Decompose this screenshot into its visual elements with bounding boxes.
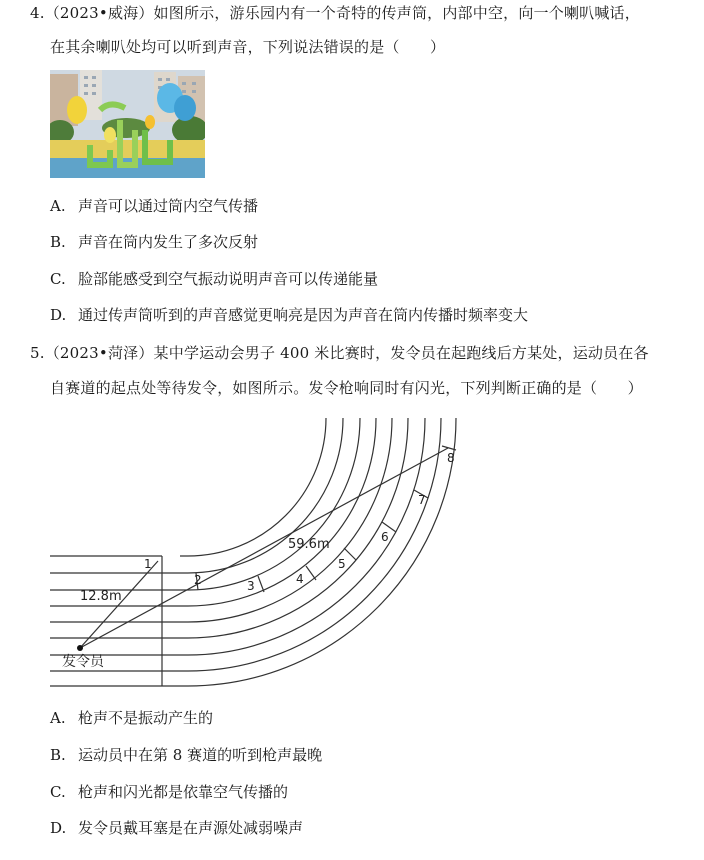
q5-option-c: C. 枪声和闪光都是依靠空气传播的 — [50, 783, 289, 801]
distance-12-8m: 12.8m — [80, 589, 122, 604]
q5-option-a: A. 枪声不是振动产生的 — [50, 709, 214, 727]
lane-number-4: 4 — [296, 572, 304, 586]
q4-option-c: C. 脸部能感受到空气振动说明声音可以传递能量 — [50, 270, 379, 288]
starter-point — [77, 645, 83, 651]
q5-option-d: D. 发令员戴耳塞是在声源处减弱噪声 — [50, 819, 304, 837]
lane-number-2: 2 — [194, 573, 202, 587]
q4-photo-sound-tube — [50, 70, 205, 178]
q4-stem-line2: 在其余喇叭处均可以听到声音，下列说法错误的是（ ） — [50, 38, 446, 56]
lane-number-5: 5 — [338, 557, 346, 571]
lane-number-8: 8 — [447, 451, 455, 465]
lane-number-6: 6 — [381, 530, 389, 544]
q5-option-b: B. 运动员中在第 8 赛道的听到枪声最晚 — [50, 746, 323, 764]
lane-number-3: 3 — [247, 579, 255, 593]
q5-stem-line1: 5.（2023•菏泽）某中学运动会男子 400 米比赛时，发令员在起跑线后方某处，运动员在各 — [30, 344, 649, 362]
q5-number: 5. — [30, 344, 45, 362]
starter-label: 发令员 — [62, 654, 104, 670]
q4-option-d: D. 通过传声筒听到的声音感觉更响亮是因为声音在筒内传播时频率变大 — [50, 306, 529, 324]
q4-option-b: B. 声音在筒内发生了多次反射 — [50, 233, 259, 251]
q5-track-diagram — [50, 418, 466, 690]
q5-stem-line2: 自赛道的起点处等待发令，如图所示。发令枪响同时有闪光，下列判断正确的是（ ） — [50, 379, 643, 397]
q4-stem-line1: 4.（2023•威海）如图所示，游乐园内有一个奇特的传声筒，内部中空，向一个喇叭喊话， — [30, 4, 640, 22]
track-svg — [50, 418, 466, 690]
distance-59-6m: 59.6m — [288, 537, 330, 552]
lane-number-7: 7 — [418, 493, 426, 507]
q4-option-a: A. 声音可以通过筒内空气传播 — [50, 197, 259, 215]
lane-number-1: 1 — [144, 557, 152, 571]
q4-number: 4. — [30, 4, 45, 22]
